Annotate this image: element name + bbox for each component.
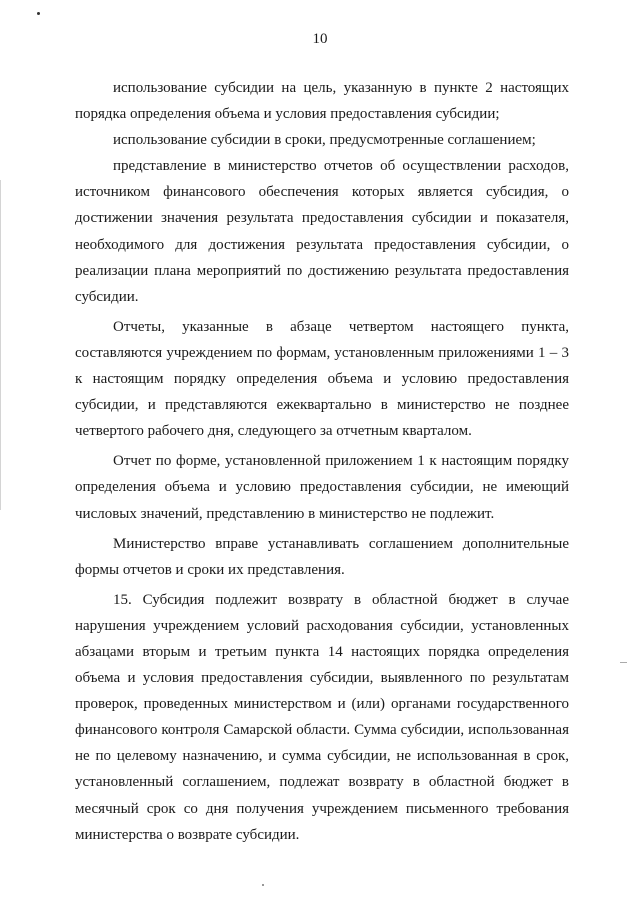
paragraph-form-exception: Отчет по форме, установленной приложением 1 к настоящим порядку определения объема и условию предоставления субсидии, не имеющий числовых значений, представлению в министерство не подлежит. xyxy=(75,453,569,522)
paragraph-report-forms: Отчеты, указанные в абзаце четвертом настоящего пункта, составляются учреждением по формам, установленным приложениями 1 – 3 к настоящим порядку определения объема и условию предоставления субсидии, и представляются ежеквартально в министерство не позднее четвертого рабочего дня, следующего за отчетным кварталом. xyxy=(75,318,569,440)
paragraph-target-use: использование субсидии на цель, указанную в пункте 2 настоящих порядка определения объема и условия предоставления субсидии; xyxy=(75,80,569,123)
scan-speck xyxy=(262,884,264,886)
paragraph-deadline-use: использование субсидии в сроки, предусмотренные соглашением; xyxy=(113,132,536,149)
scan-mark xyxy=(620,662,627,663)
paragraph-ministry-rights: Министерство вправе устанавливать соглашением дополнительные формы отчетов и сроки их представления. xyxy=(75,535,569,578)
document-body xyxy=(75,75,569,848)
scan-speck xyxy=(37,12,40,15)
paragraph-reporting: представление в министерство отчетов об осуществлении расходов, источником финансового обеспечения которых является субсидия, о достижении значения результата предоставления субсидии и показателя, необходимого для достижения результата предоставления субсидии, о реализации плана мероприятий по достижению результата предоставления субсидии. xyxy=(75,158,569,305)
page-number: 10 xyxy=(312,31,328,47)
paragraph-clause-15: 15. Субсидия подлежит возврату в областной бюджет в случае нарушения учреждением условий расходования субсидии, установленных абзацами вторым и третьим пункта 14 настоящих порядка определения объема и условия предоставления субсидии, выявленного по результатам проверок, проведенных министерством и (или) органами государственного финансового контроля Самарской области. Сумма субсидии, использованная не по целевому назначению, и сумма субсидии, не использованная в срок, установленный соглашением, подлежат возврату в областной бюджет в месячный срок со дня получения учреждением письменного требования министерства о возврате субсидии. xyxy=(75,591,569,843)
scan-edge-line xyxy=(0,180,1,510)
